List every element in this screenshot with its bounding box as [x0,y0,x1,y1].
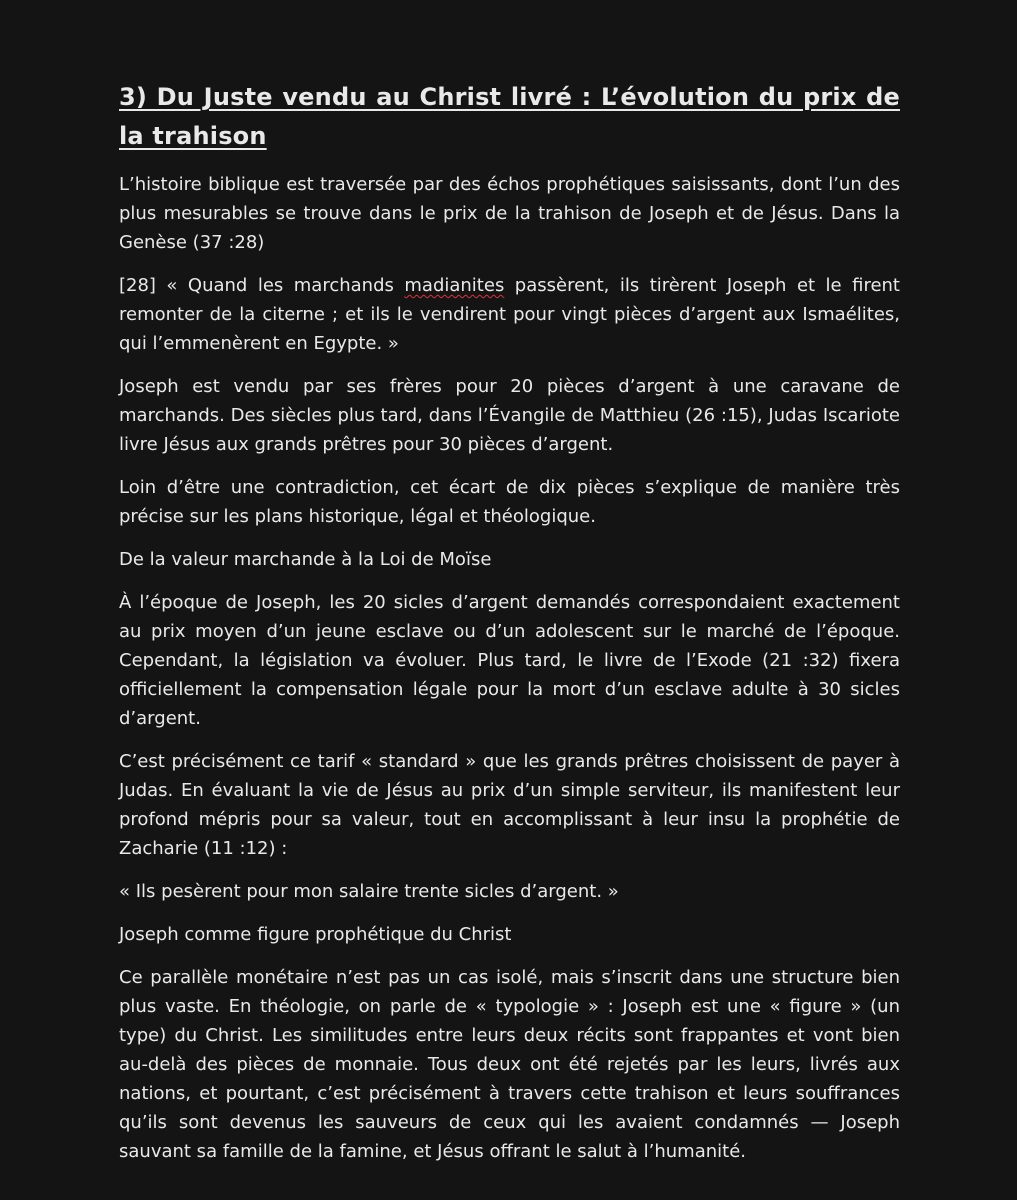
quote-text-end: passèrent, ils tirèrent Joseph et le firent remonter de la citerne ; et ils le vendirent pour vingt pièces d’argent aux Ismaélites, qui l’emmenèrent en Egypte. » [119,275,900,354]
paragraph-contradiction: Loin d’être une contradiction, cet écart de dix pièces s’explique de manière très précise sur les plans historique, légal et théologique. [119,477,900,527]
paragraph-genesis-quote [119,271,900,358]
paragraph-epoque-joseph: À l’époque de Joseph, les 20 sicles d’argent demandés correspondaient exactement au prix moyen d’un jeune esclave ou d’un adolescent sur le marché de l’époque. Cependant, la législation va évoluer. Plus tard, le livre de l’Exode (21 :32) fixera officiellement la compensation légale pour la mort d’un esclave adulte à 30 sicles d’argent. [119,592,900,729]
spellcheck-flagged-word[interactable]: madianites [404,275,505,296]
subheading-loi-moise: De la valeur marchande à la Loi de Moïse [119,549,492,570]
section-title: 3) Du Juste vendu au Christ livré : L’évolution du prix de la trahison [119,83,900,150]
quote-text-start: [28] « Quand les marchands [119,275,405,296]
paragraph-typologie: Ce parallèle monétaire n’est pas un cas isolé, mais s’inscrit dans une structure bien plus vaste. En théologie, on parle de « typologie » : Joseph est une « figure » (un type) du Christ. Les similitudes entre leurs deux récits sont frappantes et vont bien au-delà des pièces de monnaie. Tous deux ont été rejetés par les leurs, livrés aux nations, et pourtant, c’est précisément à travers cette trahison et leurs souffrances qu’ils sont devenus les sauveurs de ceux qui les avaient condamnés — Joseph sauvant sa famille de la famine, et Jésus offrant le salut à l’humanité. [119,967,900,1162]
zacharie-quote: « Ils pesèrent pour mon salaire trente sicles d’argent. » [119,881,619,902]
paragraph-tarif-standard: C’est précisément ce tarif « standard » que les grands prêtres choisissent de payer à Judas. En évaluant la vie de Jésus au prix d’un simple serviteur, ils manifestent leur profond mépris pour sa valeur, tout en accomplissant à leur insu la prophétie de Zacharie (11 :12) : [119,751,900,859]
subheading-figure-prophetique: Joseph comme figure prophétique du Christ [119,924,512,945]
paragraph-joseph-judas: Joseph est vendu par ses frères pour 20 pièces d’argent à une caravane de marchands. Des siècles plus tard, dans l’Évangile de Matthieu (26 :15), Judas Iscariote livre Jésus aux grands prêtres pour 30 pièces d’argent. [119,376,900,455]
paragraph-intro: L’histoire biblique est traversée par des échos prophétiques saisissants, dont l’un des plus mesurables se trouve dans le prix de la trahison de Joseph et de Jésus. Dans la Genèse (37 :28) [119,174,900,253]
document-page [119,78,900,1180]
